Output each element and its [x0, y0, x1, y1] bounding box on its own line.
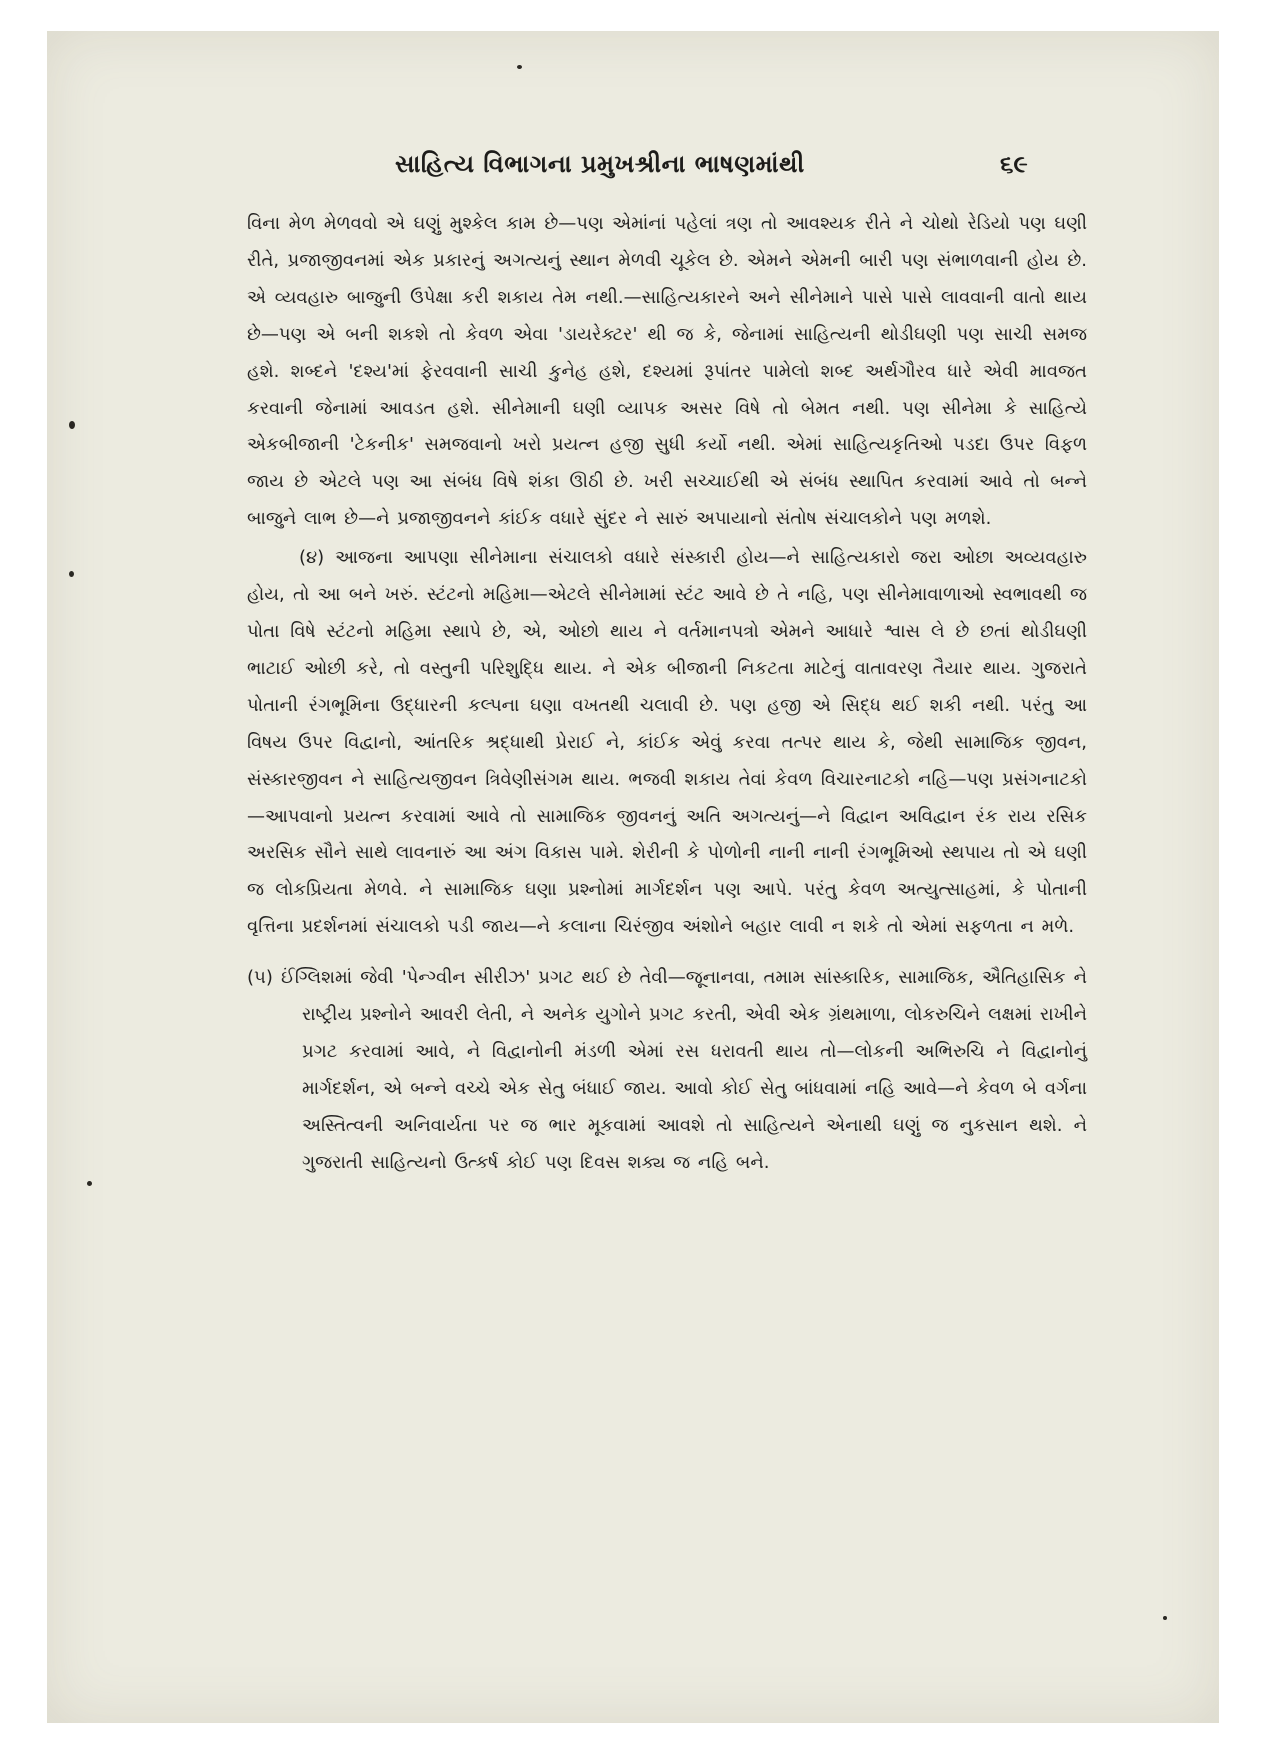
body-text	[247, 206, 1087, 1182]
scanned-page	[47, 31, 1219, 1723]
ink-speck	[69, 421, 75, 429]
page-number: ૬૯	[1000, 149, 1028, 178]
ink-speck	[87, 1181, 92, 1186]
paragraph-item-5: (૫) ઈંગ્લિશમાં જેવી 'પેન્ગ્વીન સીરીઝ' પ્રગટ થઈ છે તેવી—જૂનાનવા, તમામ સાંસ્કારિક, સામાજિક, ઐતિહાસિક ને રાષ્ટ્રીય પ્રશ્નોને આવરી લેતી, ને અનેક યુગોને પ્રગટ કરતી, એવી એક ગ્રંથમાળા, લોકરુચિને લક્ષમાં રાખીને પ્રગટ કરવામાં આવે, ને વિદ્વાનોની મંડળી એમાં રસ ધરાવતી થાય તો—લોકની અભિરુચિ ને વિદ્વાનોનું માર્ગદર્શન, એ બન્ને વચ્ચે એક સેતુ બંધાઈ જાય. આવો કોઈ સેતુ બાંધવામાં નહિ આવે—ને કેવળ બે વર્ગના અસ્તિત્વની અનિવાર્યતા પર જ ભાર મૂકવામાં આવશે તો સાહિત્યને એનાથી ઘણું જ નુકસાન થશે. ને ગુજરાતી સાહિત્યનો ઉત્કર્ષ કોઈ પણ દિવસ શક્ય જ નહિ બને.	[247, 967, 1087, 1173]
paragraph-continuation: વિના મેળ મેળવવો એ ઘણું મુશ્કેલ કામ છે—પણ એમાંનાં પહેલાં ત્રણ તો આવશ્યક રીતે ને ચોથો રેડિયો પણ ઘણી રીતે, પ્રજાજીવનમાં એક પ્રકારનું અગત્યનું સ્થાન મેળવી ચૂકેલ છે. એમને એમની બારી પણ સંભાળવાની હોય છે. એ વ્યવહારુ બાજુની ઉપેક્ષા કરી શકાય તેમ નથી.—સાહિત્યકારને અને સીનેમાને પાસે પાસે લાવવાની વાતો થાય છે—પણ એ બની શકશે તો કેવળ એવા 'ડાયરેક્ટર' થી જ કે, જેનામાં સાહિત્યની થોડીઘણી પણ સાચી સમજ હશે. શબ્દને 'દશ્ય'માં ફેરવવાની સાચી કુનેહ હશે, દશ્યમાં રૂપાંતર પામેલો શબ્દ અર્થગૌરવ ધારે એવી માવજત કરવાની જેનામાં આવડત હશે. સીનેમાની ઘણી વ્યાપક અસર વિષે તો બેમત નથી. પણ સીનેમા કે સાહિત્યે એકબીજાની 'ટેકનીક' સમજવાનો ખરો પ્રયત્ન હજી સુધી કર્યો નથી. એમાં સાહિત્યકૃતિઓ પડદા ઉપર વિફળ જાય છે એટલે પણ આ સંબંધ વિષે શંકા ઊઠી છે. ખરી સચ્ચાઈથી એ સંબંધ સ્થાપિત કરવામાં આવે તો બન્ને બાજુને લાભ છે—ને પ્રજાજીવનને કાંઈક વધારે સુંદર ને સારું અપાયાનો સંતોષ સંચાલકોને પણ મળશે.	[247, 213, 1087, 530]
ink-speck	[517, 65, 522, 69]
paragraph-item-4: (૪) આજના આપણા સીનેમાના સંચાલકો વધારે સંસ્કારી હોય—ને સાહિત્યકારો જરા ઓછા અવ્યવહારુ હોય, તો આ બને ખરું. સ્ટંટનો મહિમા—એટલે સીનેમામાં સ્ટંટ આવે છે તે નહિ, પણ સીનેમાવાળાઓ સ્વભાવથી જ પોતા વિષે સ્ટંટનો મહિમા સ્થાપે છે, એ, ઓછો થાય ને વર્તમાનપત્રો એમને આધારે શ્વાસ લે છે છતાં થોડીઘણી ભાટાઈ ઓછી કરે, તો વસ્તુની પરિશુદ્ધિ થાય. ને એક બીજાની નિકટતા માટેનું વાતાવરણ તૈયાર થાય. ગુજરાતે પોતાની રંગભૂમિના ઉદ્ધારની કલ્પના ઘણા વખતથી ચલાવી છે. પણ હજી એ સિદ્ધ થઈ શકી નથી. પરંતુ આ વિષય ઉપર વિદ્વાનો, આંતરિક શ્રદ્ધાથી પ્રેરાઈ ને, કાંઈક એવું કરવા તત્પર થાય કે, જેથી સામાજિક જીવન, સંસ્કારજીવન ને સાહિત્યજીવન ત્રિવેણીસંગમ થાય. ભજવી શકાય તેવાં કેવળ વિચારનાટકો નહિ—પણ પ્રસંગનાટકો—આપવાનો પ્રયત્ન કરવામાં આવે તો સામાજિક જીવનનું અતિ અગત્યનું—ને વિદ્વાન અવિદ્વાન રંક રાય રસિક અરસિક સૌને સાથે લાવનારું આ અંગ વિકાસ પામે. શેરીની કે પોળોની નાની નાની રંગભૂમિઓ સ્થપાય તો એ ઘણી જ લોકપ્રિયતા મેળવે. ને સામાજિક ઘણા પ્રશ્નોમાં માર્ગદર્શન પણ આપે. પરંતુ કેવળ અત્યુત્સાહમાં, કે પોતાની વૃત્તિના પ્રદર્શનમાં સંચાલકો પડી જાય—ને કલાના ચિરંજીવ અંશોને બહાર લાવી ન શકે તો એમાં સફળતા ન મળે.	[247, 547, 1087, 938]
ink-speck	[1163, 1616, 1167, 1620]
ink-speck	[69, 571, 74, 577]
header-title: સાહિત્ય વિભાગના પ્રમુખશ્રીના ભાષણમાંથી	[395, 149, 805, 178]
running-header	[47, 149, 1219, 189]
